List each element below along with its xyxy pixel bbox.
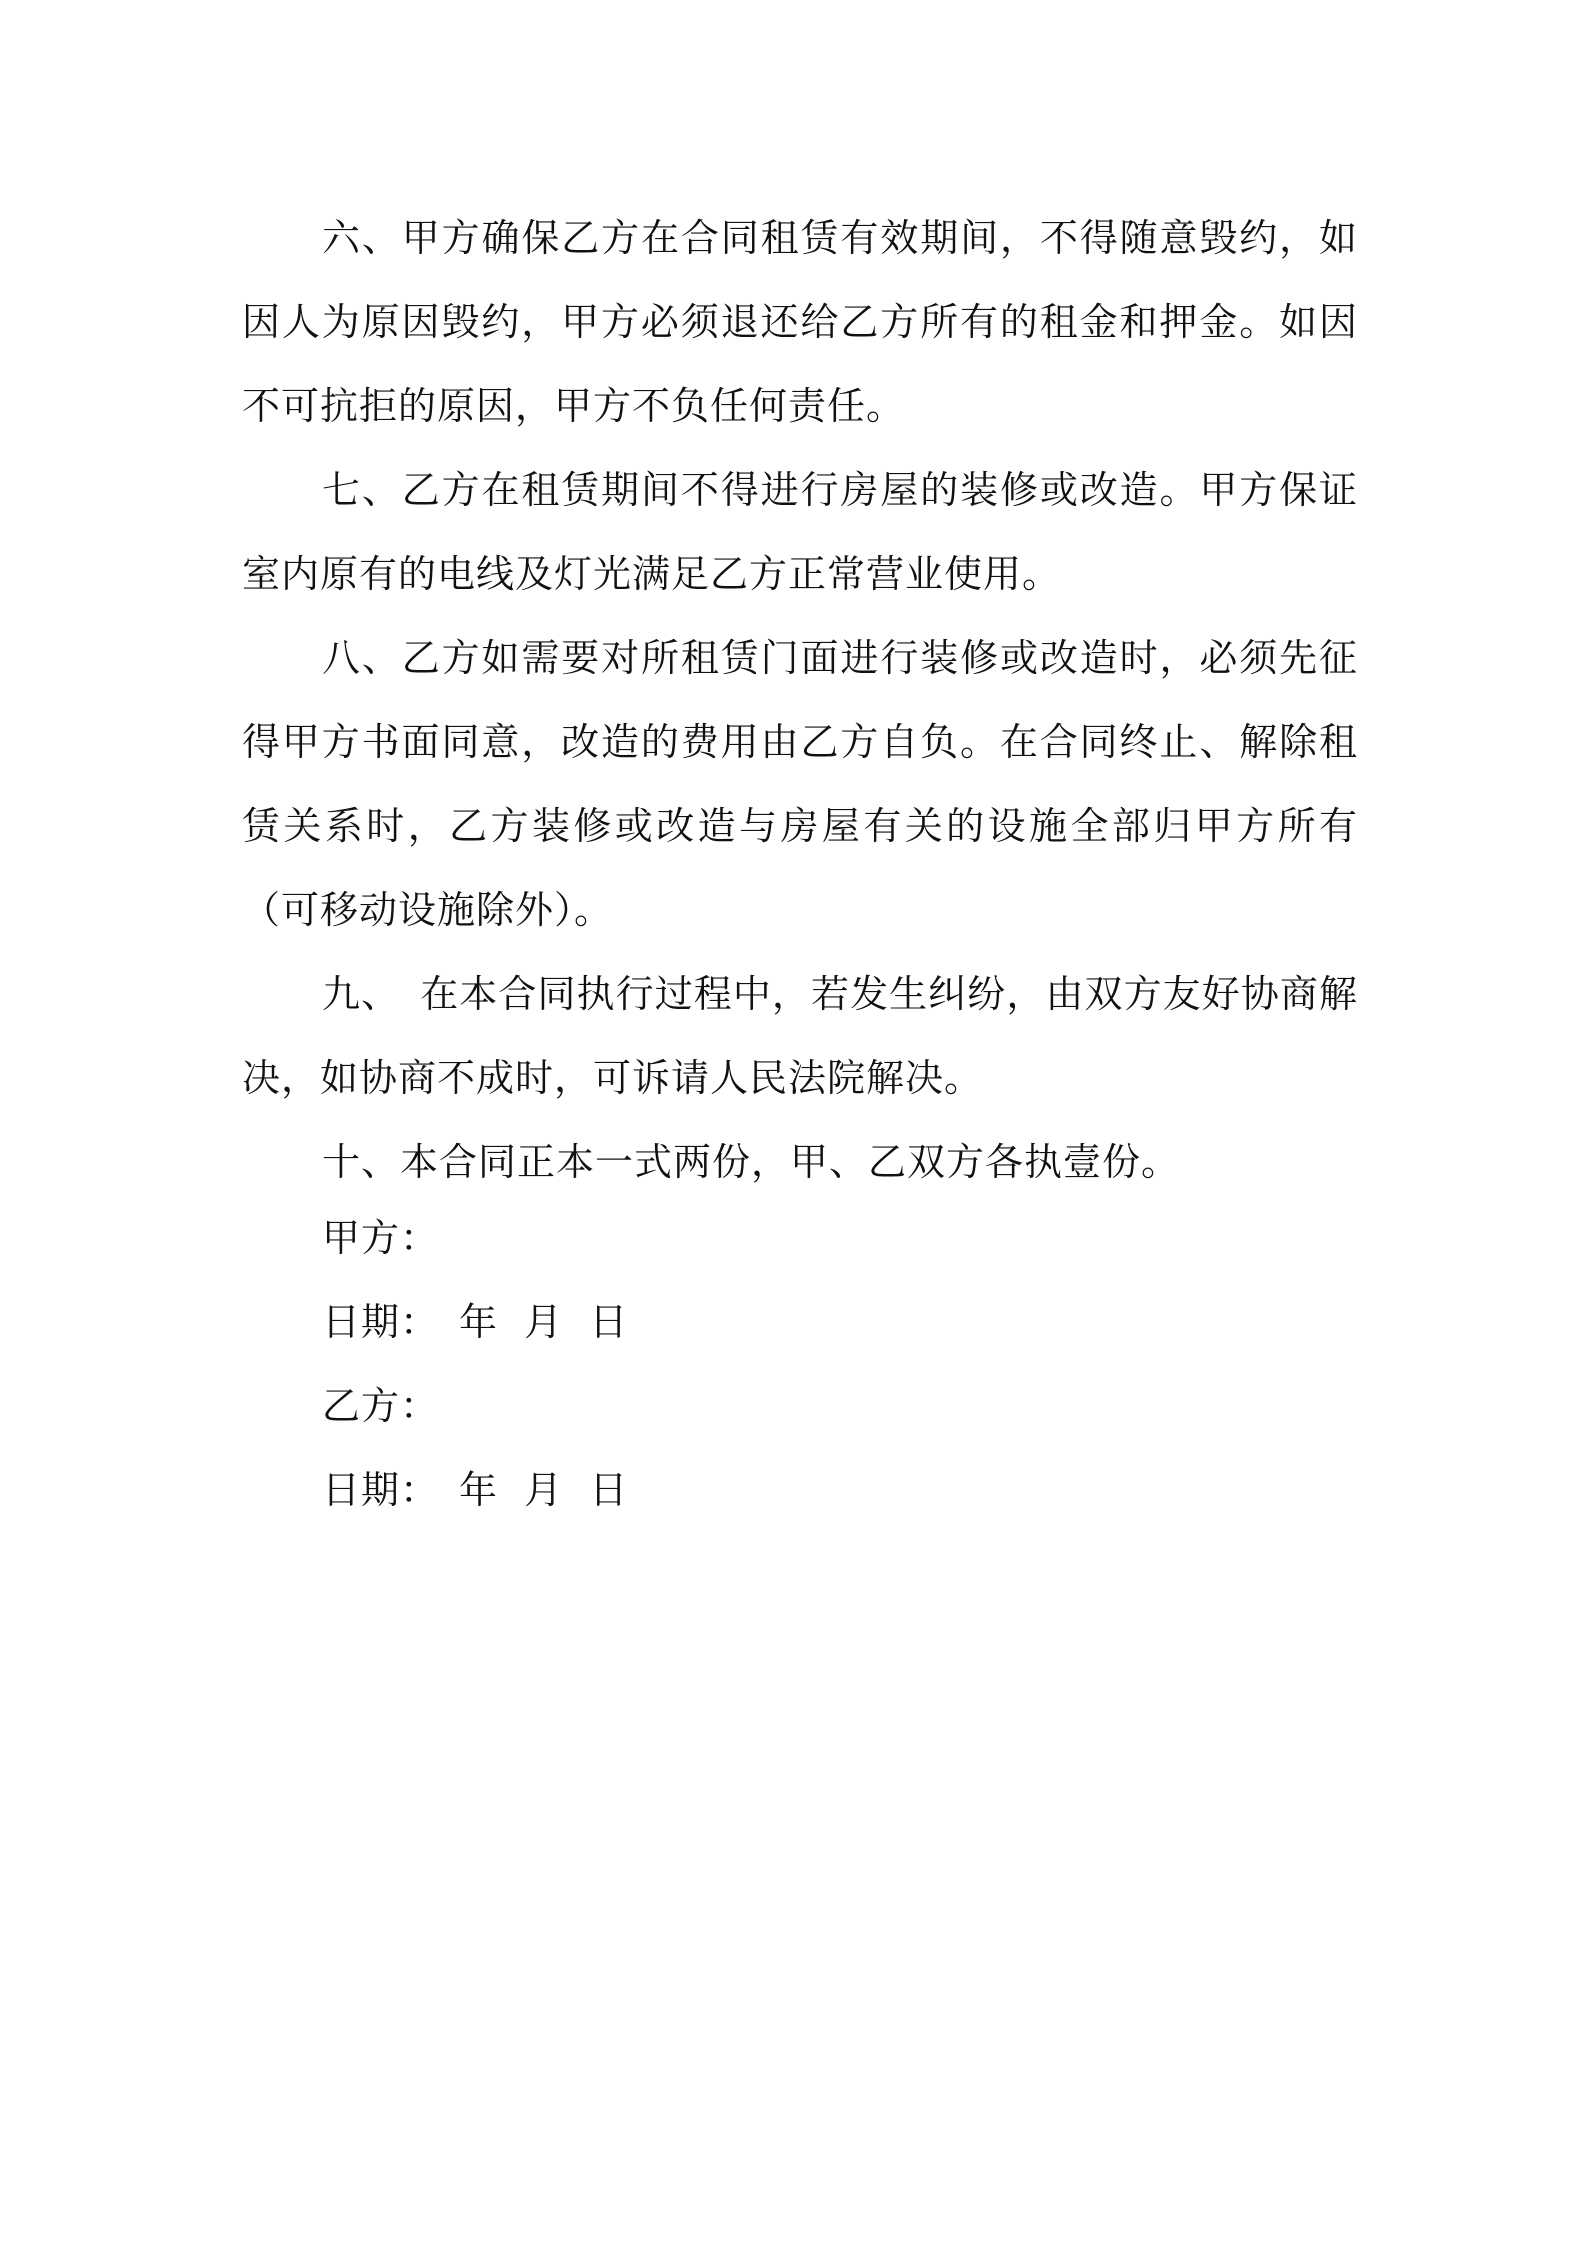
clause-9: 九、 在本合同执行过程中，若发生纠纷，由双方友好协商解决，如协商不成时，可诉请人民法院解决。 xyxy=(242,972,1358,1100)
party-a-date: 日期： 年 月 日 xyxy=(322,1300,629,1344)
party-b-date: 日期： 年 月 日 xyxy=(322,1468,629,1512)
party-b-label: 乙方： xyxy=(322,1384,440,1428)
party-a-label: 甲方： xyxy=(322,1216,440,1260)
clause-6: 六、甲方确保乙方在合同租赁有效期间，不得随意毁约，如因人为原因毁约，甲方必须退还给乙方所有的租金和押金。如因不可抗拒的原因，甲方不负任何责任。 xyxy=(242,216,1358,428)
clause-8: 八、乙方如需要对所租赁门面进行装修或改造时，必须先征得甲方书面同意，改造的费用由乙方自负。在合同终止、解除租赁关系时，乙方装修或改造与房屋有关的设施全部归甲方所有（可移动设施除外）。 xyxy=(242,636,1358,932)
signature-block xyxy=(322,1196,628,1532)
clause-10: 十、本合同正本一式两份，甲、乙双方各执壹份。 xyxy=(322,1140,1181,1184)
clause-7: 七、乙方在租赁期间不得进行房屋的装修或改造。甲方保证室内原有的电线及灯光满足乙方正常营业使用。 xyxy=(242,468,1358,596)
contract-clauses xyxy=(242,196,1358,1204)
